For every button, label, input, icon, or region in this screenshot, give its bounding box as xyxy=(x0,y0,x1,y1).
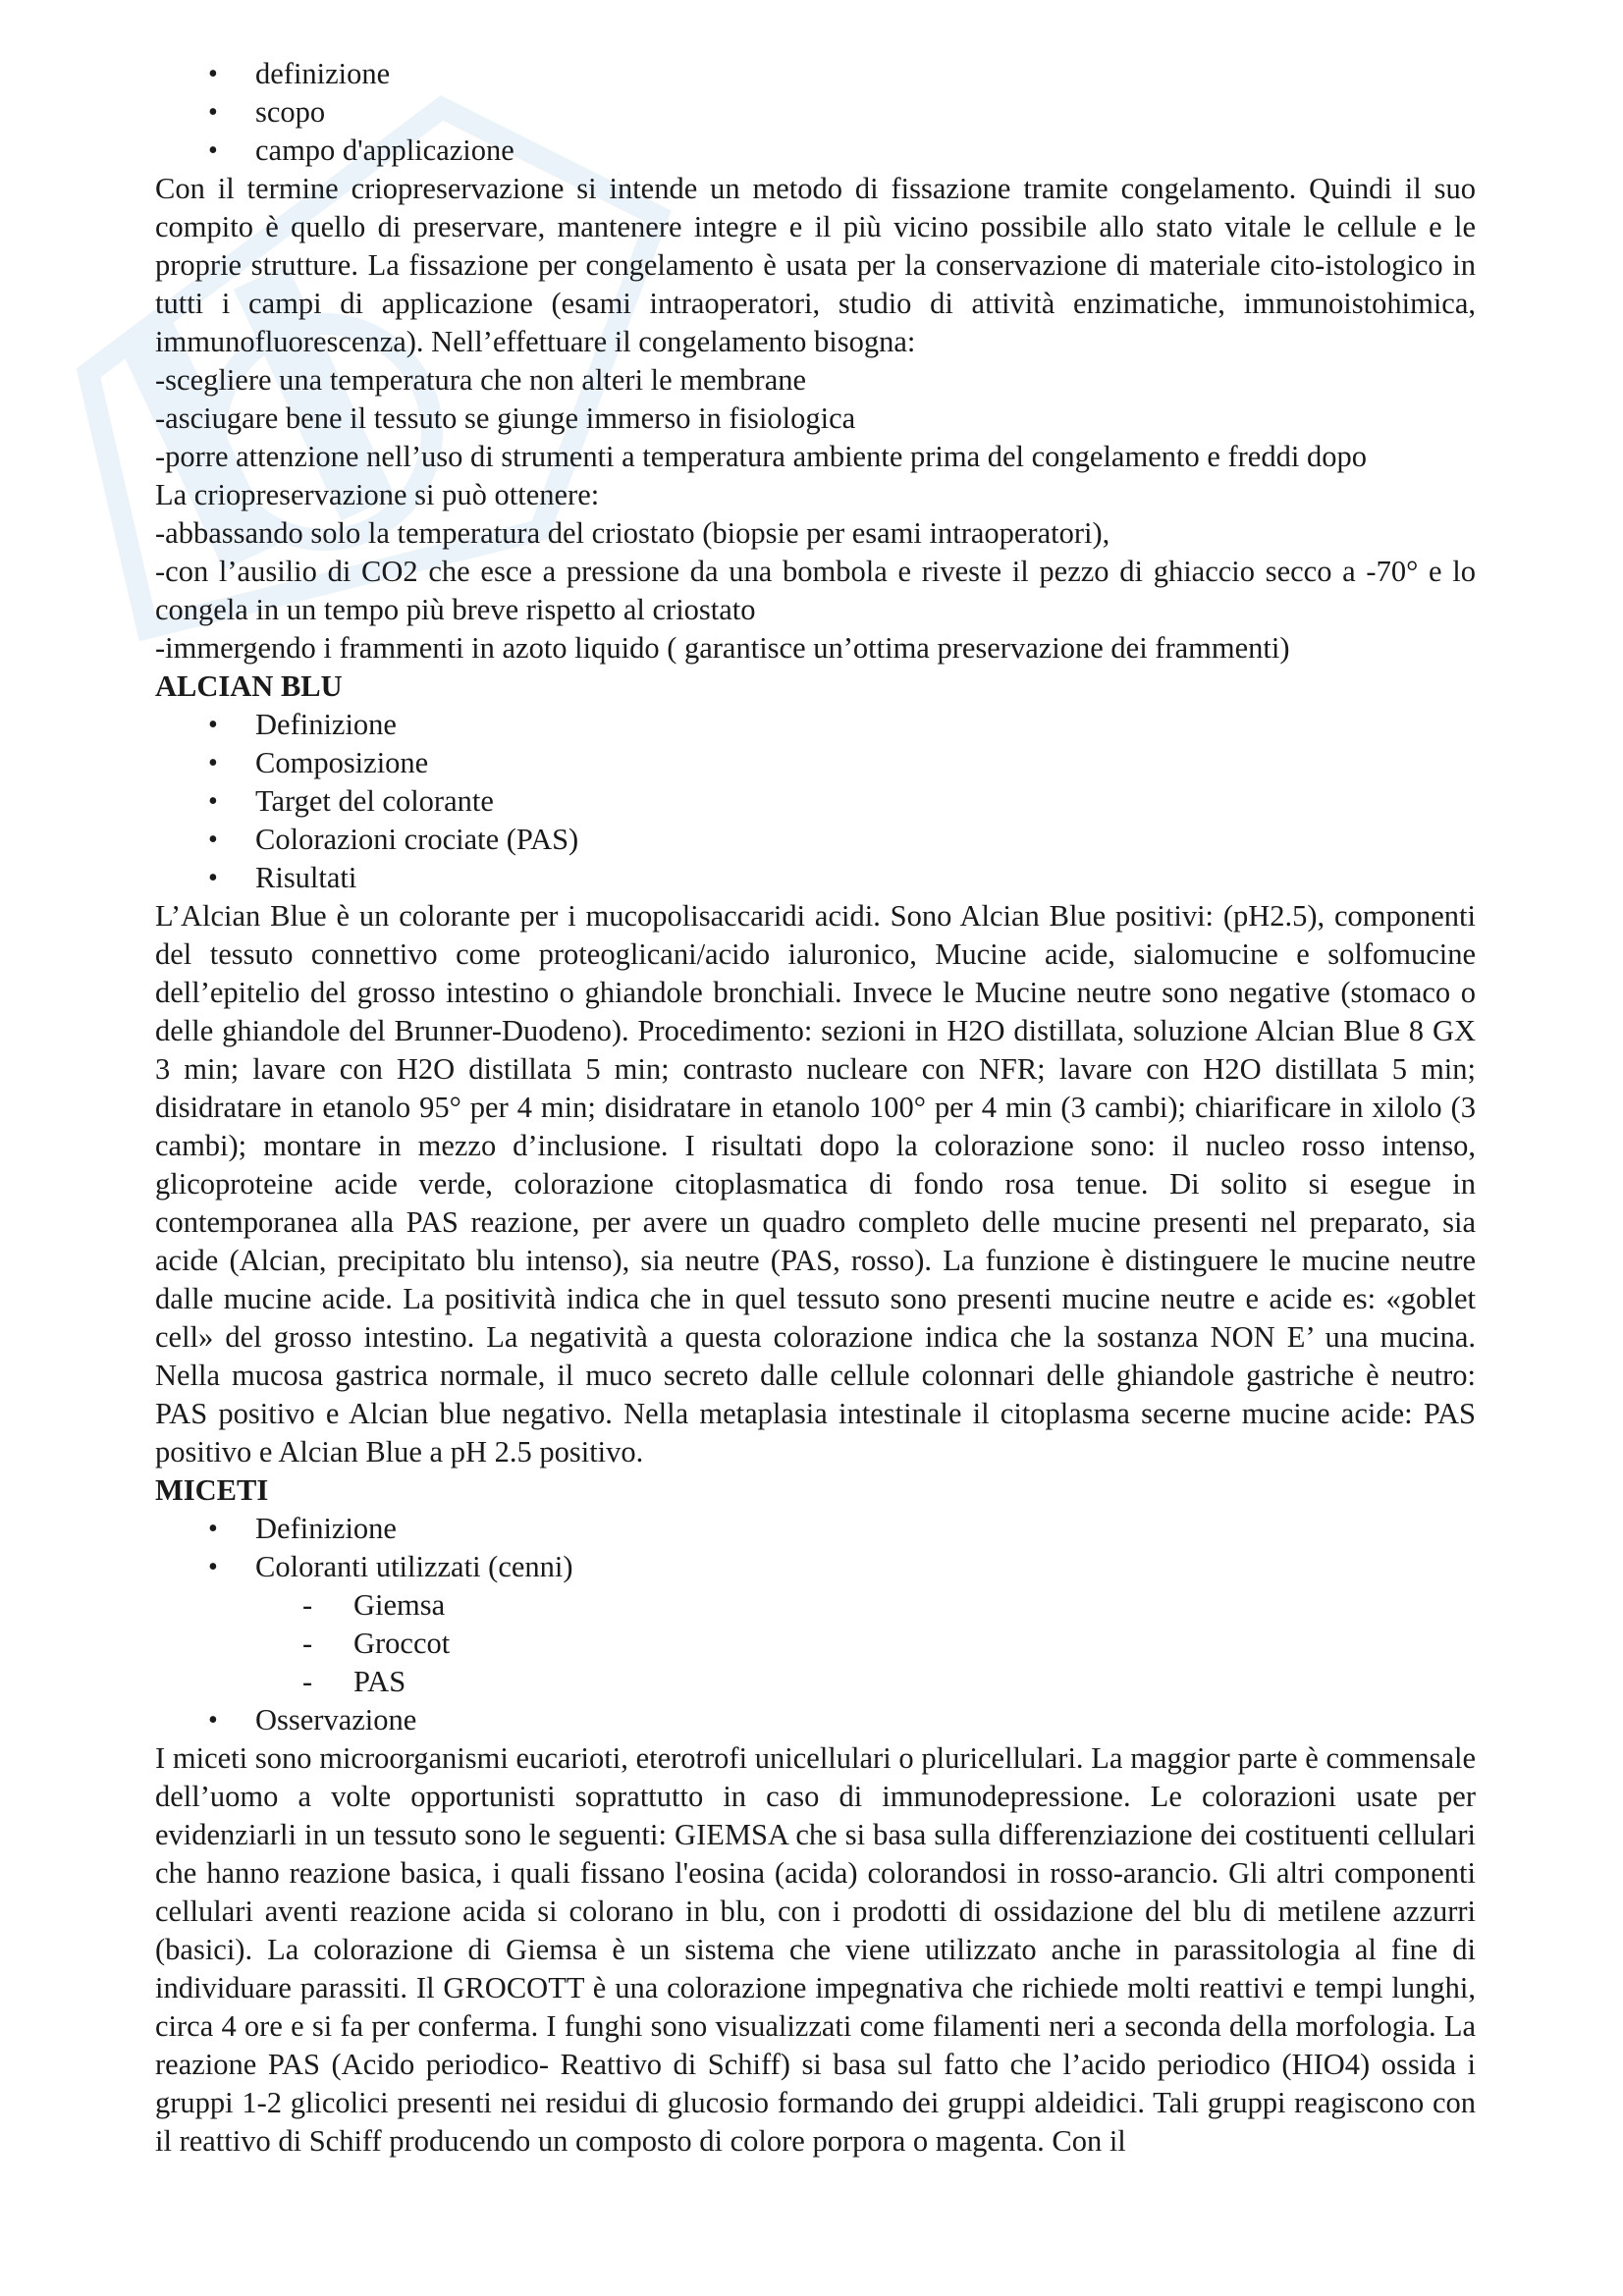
miceti-paragraph: I miceti sono microorganismi eucarioti, eterotrofi unicellulari o pluricellulari. La maggior parte è commensale dell’uomo a volte opportunisti soprattutto in caso di immunodepressione. Le colorazioni usate per evidenziarli in un tessuto sono le seguenti: GIEMSA che si basa sulla differenziazione dei costituenti cellulari che hanno reazione basica, i quali fissano l'eosina (acida) colorandosi in rosso-arancio. Gli altri componenti cellulari aventi reazione acida si colorano in blu, con i prodotti di ossidazione del blu di metilene azzurri (basici). La colorazione di Giemsa è un sistema che viene utilizzato anche in parassitologia al fine di individuare parassiti. Il GROCOTT è una colorazione impegnativa che richiede molti reattivi e tempi lunghi, circa 4 ore e si fa per conferma. I funghi sono visualizzati come filamenti neri a seconda della morfologia. La reazione PAS (Acido periodico- Reattivo di Schiff) si basa sul fatto che l’acido periodico (HIO4) ossida i gruppi 1-2 glicolici presenti nei residui di glucosio formando dei gruppi aldeidici. Tali gruppi reagiscono con il reattivo di Schiff producendo un composto di colore porpora o magenta. Con il xyxy=(155,1741,1476,2158)
crio-line: -con l’ausilio di CO2 che esce a pressione da una bombola e riveste il pezzo di ghiaccio secco a -70° e lo congela in un tempo più breve rispetto al criostato xyxy=(155,555,1476,626)
list-item: • Definizione xyxy=(155,706,1476,744)
list-item: • Target del colorante xyxy=(155,782,1476,821)
list-item: • scopo xyxy=(155,93,1476,132)
list-item: • Composizione xyxy=(155,744,1476,782)
sub-list-item: - PAS xyxy=(155,1663,1476,1701)
crio-line: La criopreservazione si può ottenere: xyxy=(155,478,600,511)
miceti-bullet-list xyxy=(155,1510,1476,1739)
alcian-bullet-list xyxy=(155,706,1476,897)
alcian-paragraph: L’Alcian Blue è un colorante per i mucopolisaccaridi acidi. Sono Alcian Blue positivi: (pH2.5), componenti del tessuto connettivo come proteoglicani/acido ialuronico, Mucine acide, sialomucine e solfomucine dell’epitelio del grosso intestino o ghiandole bronchiali. Invece le Mucine neutre sono negative (stomaco o delle ghiandole del Brunner-Duodeno). Procedimento: sezioni in H2O distillata, soluzione Alcian Blue 8 GX 3 min; lavare con H2O distillata 5 min; contrasto nucleare con NFR; lavare con H2O distillata 5 min; disidratare in etanolo 95° per 4 min; disidratare in etanolo 100° per 4 min (3 cambi); chiarificare in xilolo (3 cambi); montare in mezzo d’inclusione. I risultati dopo la colorazione sono: il nucleo rosso intenso, glicoproteine acide verde, colorazione citoplasmatica di fondo rosa tenue. Di solito si esegue in contemporanea alla PAS reazione, per avere un quadro completo delle mucine presenti nel preparato, sia acide (Alcian, precipitato blu intenso), sia neutre (PAS, rosso). La funzione è distinguere le mucine neutre dalle mucine acide. La positività indica che in quel tessuto sono presenti mucine neutre e acide es: «goblet cell» del grosso intestino. La negatività a questa colorazione indica che la sostanza NON E’ una mucina. Nella mucosa gastrica normale, il muco secreto dalle cellule colonnari delle ghiandole gastriche è neutro: PAS positivo e Alcian blue negativo. Nella metaplasia intestinale il citoplasma secerne mucine acide: PAS positivo e Alcian Blue a pH 2.5 positivo. xyxy=(155,899,1476,1468)
crio-line: -immergendo i frammenti in azoto liquido ( garantisce un’ottima preservazione dei frammenti) xyxy=(155,631,1290,665)
crio-line: -scegliere una temperatura che non alteri le membrane xyxy=(155,363,807,397)
document-page xyxy=(155,55,1476,2161)
section-title-alcian: ALCIAN BLU xyxy=(155,669,343,703)
crio-line: -asciugare bene il tessuto se giunge immerso in fisiologica xyxy=(155,401,856,435)
list-item: • Colorazioni crociate (PAS) xyxy=(155,821,1476,859)
sub-list-item: - Giemsa xyxy=(155,1586,1476,1625)
list-item: • campo d'applicazione xyxy=(155,132,1476,170)
crio-line: -abbassando solo la temperatura del criostato (biopsie per esami intraoperatori), xyxy=(155,516,1110,550)
list-item: • definizione xyxy=(155,55,1476,93)
sub-list-item: - Groccot xyxy=(155,1625,1476,1663)
list-item: • Coloranti utilizzati (cenni) xyxy=(155,1548,1476,1586)
crio-paragraph: Con il termine criopreservazione si intende un metodo di fissazione tramite congelamento. Quindi il suo compito è quello di preservare, mantenere integre e il più vicino possibile allo stato vitale le cellule e le proprie strutture. La fissazione per congelamento è usata per la conservazione di materiale cito-istologico in tutti i campi di applicazione (esami intraoperatori, studio di attività enzimatiche, immunoistohimica, immunofluorescenza). Nell’effettuare il congelamento bisogna: xyxy=(155,172,1476,358)
intro-bullet-list xyxy=(155,55,1476,170)
list-item: • Definizione xyxy=(155,1510,1476,1548)
crio-line: -porre attenzione nell’uso di strumenti a temperatura ambiente prima del congelamento e freddi dopo xyxy=(155,440,1367,473)
list-item: • Osservazione xyxy=(155,1701,1476,1739)
section-title-miceti: MICETI xyxy=(155,1473,269,1507)
list-item: • Risultati xyxy=(155,859,1476,897)
